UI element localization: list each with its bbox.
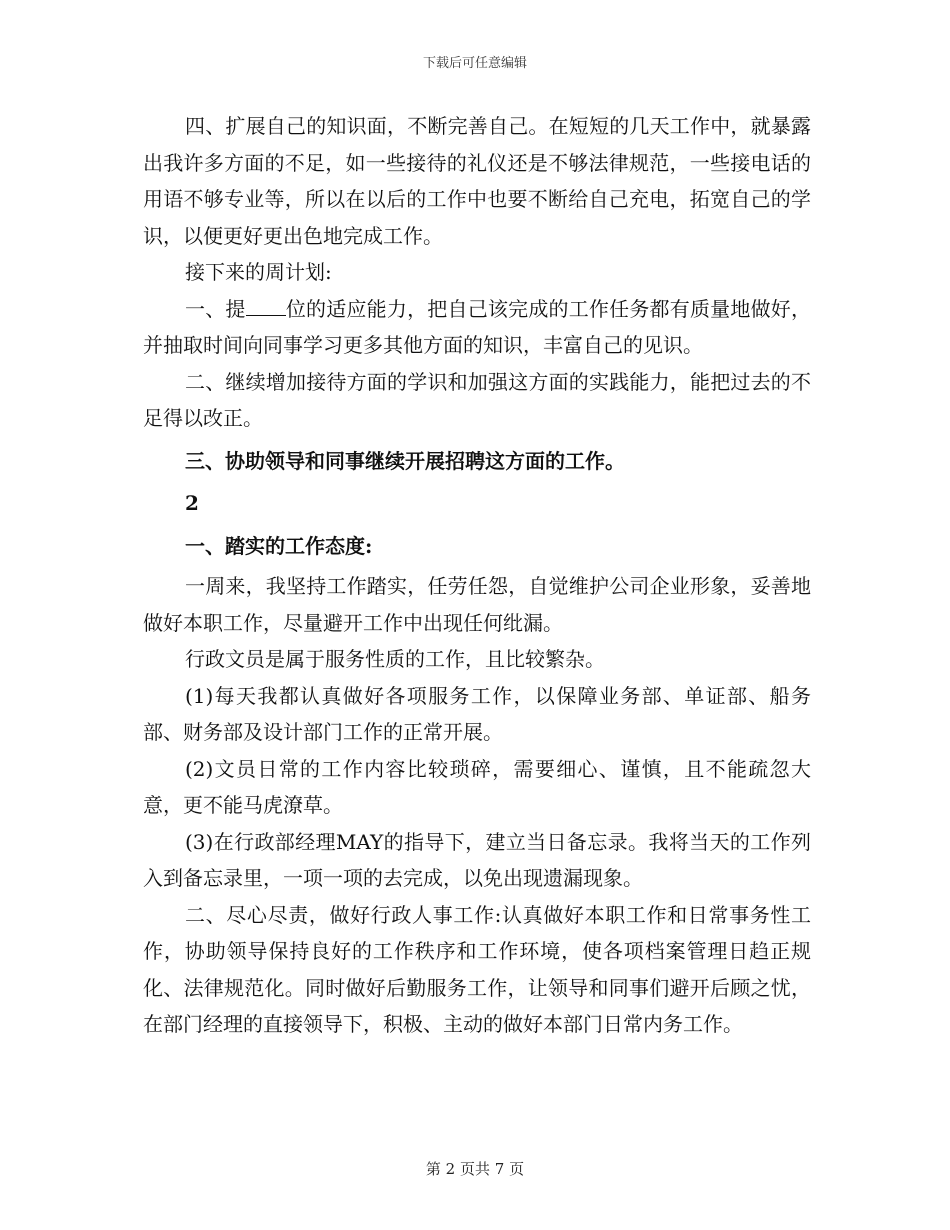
paragraph-item-3: (3)在行政部经理MAY的指导下，建立当日备忘录。我将当天的工作列入到备忘录里，一项一项的去完成，以免出现遗漏现象。 bbox=[143, 829, 811, 890]
paragraph-expand-knowledge: 四、扩展自己的知识面，不断完善自己。在短短的几天工作中，就暴露出我许多方面的不足，如一些接待的礼仪还是不够法律规范，一些接电话的用语不够专业等，所以在以后的工作中也要不断给自己充电，拓宽自己的学识，以便更好更出色地完成工作。 bbox=[143, 114, 811, 248]
paragraph-next-week-plan: 接下来的周计划: bbox=[185, 260, 332, 284]
plan-item-1-text-before: 一、提 bbox=[185, 296, 246, 321]
paragraph-week-summary: 一周来，我坚持工作踏实，任劳任怨，自觉维护公司企业形象，妥善地做好本职工作，尽量避开工作中出现任何纰漏。 bbox=[143, 574, 811, 635]
page-header: 下载后可任意编辑 bbox=[422, 56, 527, 71]
paragraph-item-1: (1)每天我都认真做好各项服务工作，以保障业务部、单证部、船务部、财务部及设计部门工作的正常开展。 bbox=[143, 683, 811, 744]
page-footer: 第 2 页共 7 页 bbox=[425, 1160, 525, 1178]
section-number: 2 bbox=[185, 491, 199, 515]
paragraph-responsibility: 二、尽心尽责，做好行政人事工作:认真做好本职工作和日常事务性工作，协助领导保持良好的工作秩序和工作环境，使各项档案管理日趋正规化、法律规范化。同时做好后勤服务工作，让领导和同事们避开后顾之忧，在部门经理的直接领导下，积极、主动的做好本部门日常内务工作。 bbox=[143, 902, 811, 1036]
paragraph-item-2: (2)文员日常的工作内容比较琐碎，需要细心、谨慎，且不能疏忽大意，更不能马虎潦草。 bbox=[143, 756, 811, 817]
paragraph-plan-item-1 bbox=[143, 291, 811, 364]
fill-in-blank bbox=[246, 297, 286, 316]
paragraph-admin-clerk: 行政文员是属于服务性质的工作，且比较繁杂。 bbox=[185, 647, 605, 671]
paragraph-plan-item-2: 二、继续增加接待方面的学识和加强这方面的实践能力，能把过去的不足得以改正。 bbox=[143, 369, 811, 430]
document-body bbox=[143, 108, 811, 1043]
plan-item-1-text-after: 位的适应能力，把自己该完成的工作任务都有质量地做好，并抽取时间向同事学习更多其他方面的知识，丰富自己的见识。 bbox=[143, 296, 812, 357]
paragraph-plan-item-3: 三、协助领导和同事继续开展招聘这方面的工作。 bbox=[185, 448, 625, 473]
section-heading-attitude: 一、踏实的工作态度: bbox=[185, 533, 373, 558]
